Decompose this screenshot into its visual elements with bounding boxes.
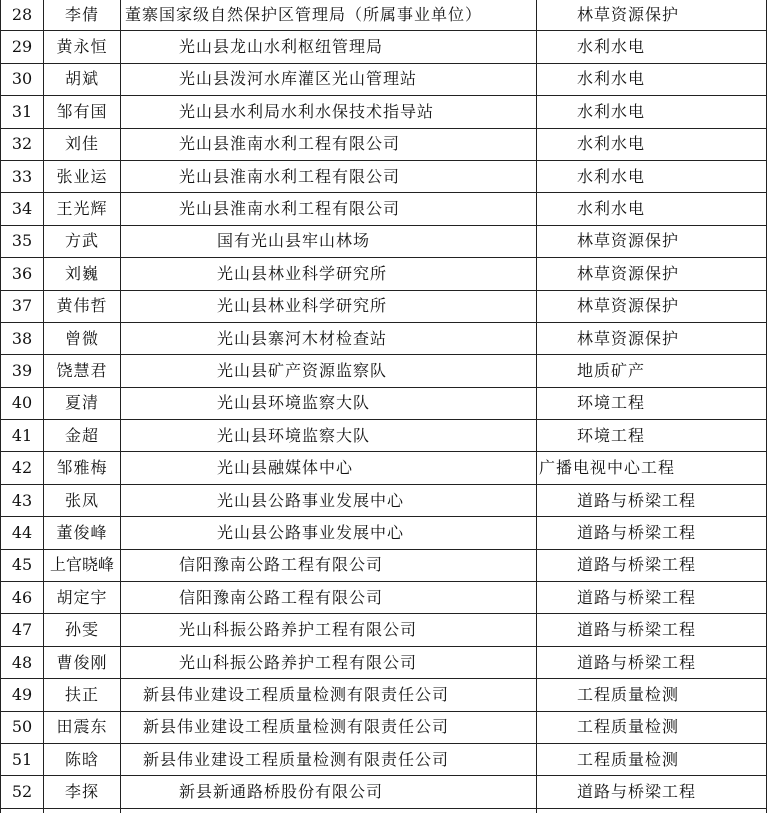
specialty: 水利水电 — [537, 31, 767, 63]
person-name: 王光辉 — [44, 193, 121, 225]
work-unit: 光山县公路事业发展中心 — [121, 517, 537, 549]
person-name: 刘佳 — [44, 128, 121, 160]
person-name: 李探 — [44, 776, 121, 808]
specialty: 地质矿产 — [537, 355, 767, 387]
table-row — [1, 484, 767, 516]
table-row — [1, 614, 767, 646]
person-name: 黄永恒 — [44, 31, 121, 63]
specialty: 水利水电 — [537, 128, 767, 160]
specialty: 工程质量检测 — [537, 711, 767, 743]
table-row — [1, 743, 767, 775]
work-unit: 光山科振公路养护工程有限公司 — [121, 646, 537, 678]
work-unit: 光山县林业科学研究所 — [121, 290, 537, 322]
person-name: 张凤 — [44, 484, 121, 516]
table-row — [1, 776, 767, 808]
specialty: 水利水电 — [537, 160, 767, 192]
specialty: 林草资源保护 — [537, 225, 767, 257]
table-row — [1, 322, 767, 354]
row-number: 37 — [1, 290, 44, 322]
table-row — [1, 0, 767, 31]
specialty: 道路与桥梁工程 — [537, 646, 767, 678]
row-number: 31 — [1, 96, 44, 128]
work-unit: 新县伟业建设工程质量检测有限责任公司 — [121, 711, 537, 743]
person-name: 曹俊刚 — [44, 646, 121, 678]
specialty: 林草资源保护 — [537, 322, 767, 354]
table-row — [1, 31, 767, 63]
specialty: 水利水电 — [537, 96, 767, 128]
work-unit: 光山县公路事业发展中心 — [121, 484, 537, 516]
row-number: 32 — [1, 128, 44, 160]
work-unit: 光山县淮南水利工程有限公司 — [121, 160, 537, 192]
specialty: 广播电视中心工程 — [537, 452, 767, 484]
table-row — [1, 63, 767, 95]
table-row — [1, 355, 767, 387]
table-row — [1, 290, 767, 322]
row-number: 30 — [1, 63, 44, 95]
cut-cell — [44, 808, 121, 813]
person-name: 胡斌 — [44, 63, 121, 95]
row-number: 35 — [1, 225, 44, 257]
table-row — [1, 193, 767, 225]
specialty: 水利水电 — [537, 193, 767, 225]
specialty: 道路与桥梁工程 — [537, 549, 767, 581]
specialty: 道路与桥梁工程 — [537, 776, 767, 808]
row-number: 41 — [1, 420, 44, 452]
work-unit: 光山县淮南水利工程有限公司 — [121, 193, 537, 225]
work-unit: 光山县淮南水利工程有限公司 — [121, 128, 537, 160]
person-name: 邹雅梅 — [44, 452, 121, 484]
person-name: 李倩 — [44, 0, 121, 31]
cut-cell — [1, 808, 44, 813]
person-name: 曾微 — [44, 322, 121, 354]
person-name: 上官晓峰 — [44, 549, 121, 581]
table-row — [1, 452, 767, 484]
person-name: 陈晗 — [44, 743, 121, 775]
row-number: 38 — [1, 322, 44, 354]
specialty: 道路与桥梁工程 — [537, 582, 767, 614]
cut-cell — [537, 808, 767, 813]
row-number: 47 — [1, 614, 44, 646]
work-unit: 光山县寨河木材检查站 — [121, 322, 537, 354]
row-number: 42 — [1, 452, 44, 484]
work-unit: 信阳豫南公路工程有限公司 — [121, 549, 537, 581]
row-number: 46 — [1, 582, 44, 614]
row-number: 44 — [1, 517, 44, 549]
row-number: 52 — [1, 776, 44, 808]
table-row-cut-off — [1, 808, 767, 813]
work-unit: 光山县龙山水利枢纽管理局 — [121, 31, 537, 63]
table-row — [1, 258, 767, 290]
table-row — [1, 160, 767, 192]
row-number: 29 — [1, 31, 44, 63]
row-number: 48 — [1, 646, 44, 678]
row-number: 33 — [1, 160, 44, 192]
specialty: 林草资源保护 — [537, 290, 767, 322]
work-unit: 光山县水利局水利水保技术指导站 — [121, 96, 537, 128]
specialty: 林草资源保护 — [537, 258, 767, 290]
person-name: 邹有国 — [44, 96, 121, 128]
person-name: 夏清 — [44, 387, 121, 419]
specialty: 道路与桥梁工程 — [537, 614, 767, 646]
work-unit: 光山县林业科学研究所 — [121, 258, 537, 290]
table-row — [1, 225, 767, 257]
table-row — [1, 128, 767, 160]
work-unit: 董寨国家级自然保护区管理局（所属事业单位） — [121, 0, 537, 31]
specialty: 工程质量检测 — [537, 679, 767, 711]
row-number: 40 — [1, 387, 44, 419]
row-number: 45 — [1, 549, 44, 581]
specialty: 道路与桥梁工程 — [537, 517, 767, 549]
table-row — [1, 387, 767, 419]
person-name: 黄伟哲 — [44, 290, 121, 322]
table-row — [1, 96, 767, 128]
row-number: 28 — [1, 0, 44, 31]
work-unit: 光山县环境监察大队 — [121, 420, 537, 452]
person-name: 张业运 — [44, 160, 121, 192]
table-row — [1, 679, 767, 711]
person-name: 田震东 — [44, 711, 121, 743]
work-unit: 光山县矿产资源监察队 — [121, 355, 537, 387]
work-unit: 新县新通路桥股份有限公司 — [121, 776, 537, 808]
table-row — [1, 420, 767, 452]
table-row — [1, 582, 767, 614]
table-body — [1, 0, 767, 808]
person-name: 金超 — [44, 420, 121, 452]
specialty: 水利水电 — [537, 63, 767, 95]
work-unit: 光山县环境监察大队 — [121, 387, 537, 419]
specialty: 道路与桥梁工程 — [537, 484, 767, 516]
cut-cell — [121, 808, 537, 813]
work-unit: 光山县融媒体中心 — [121, 452, 537, 484]
work-unit: 光山科振公路养护工程有限公司 — [121, 614, 537, 646]
row-number: 50 — [1, 711, 44, 743]
row-number: 51 — [1, 743, 44, 775]
person-name: 方武 — [44, 225, 121, 257]
work-unit: 光山县泼河水库灌区光山管理站 — [121, 63, 537, 95]
row-number: 43 — [1, 484, 44, 516]
row-number: 39 — [1, 355, 44, 387]
table-row — [1, 646, 767, 678]
specialty: 工程质量检测 — [537, 743, 767, 775]
person-name: 董俊峰 — [44, 517, 121, 549]
table-row — [1, 711, 767, 743]
specialty: 环境工程 — [537, 420, 767, 452]
specialty: 林草资源保护 — [537, 0, 767, 31]
table-row — [1, 549, 767, 581]
work-unit: 国有光山县牢山林场 — [121, 225, 537, 257]
person-name: 饶慧君 — [44, 355, 121, 387]
person-name: 刘巍 — [44, 258, 121, 290]
work-unit: 新县伟业建设工程质量检测有限责任公司 — [121, 679, 537, 711]
person-name: 胡定宇 — [44, 582, 121, 614]
table-row — [1, 517, 767, 549]
specialty: 环境工程 — [537, 387, 767, 419]
row-number: 34 — [1, 193, 44, 225]
row-number: 36 — [1, 258, 44, 290]
work-unit: 新县伟业建设工程质量检测有限责任公司 — [121, 743, 537, 775]
person-name: 孙雯 — [44, 614, 121, 646]
person-name: 扶正 — [44, 679, 121, 711]
row-number: 49 — [1, 679, 44, 711]
work-unit: 信阳豫南公路工程有限公司 — [121, 582, 537, 614]
